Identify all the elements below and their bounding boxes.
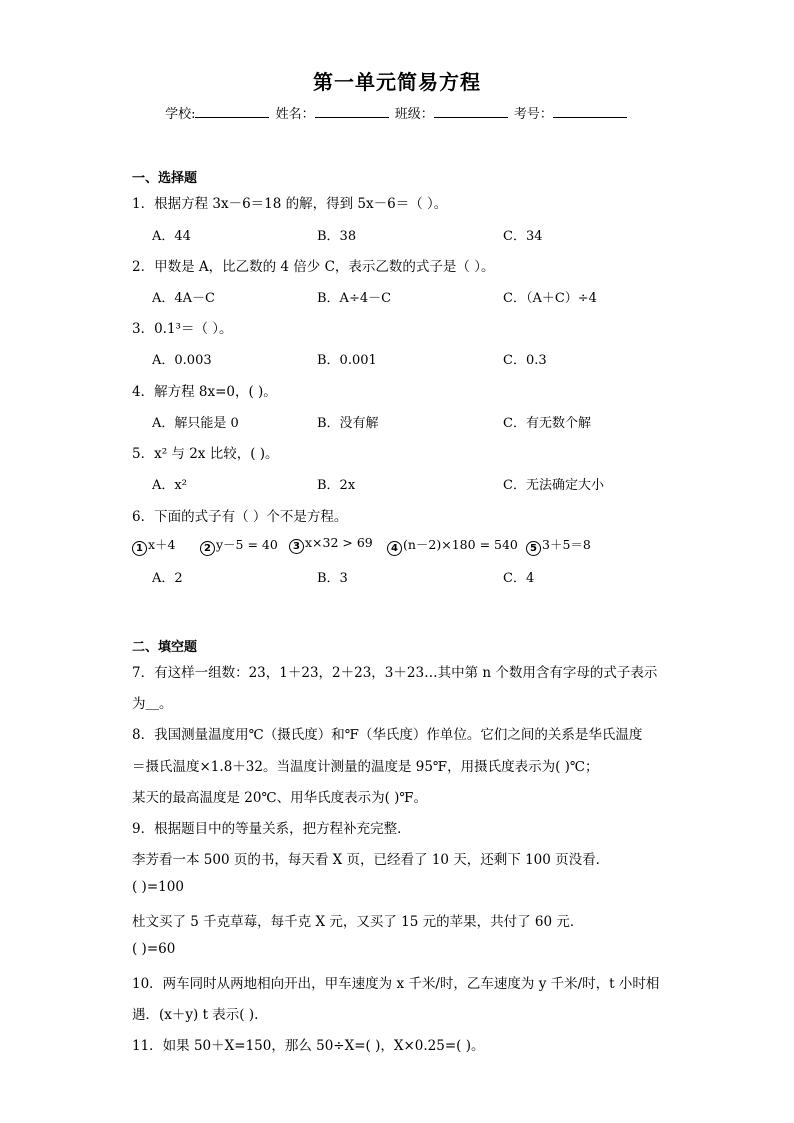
circled-number-4: 4 <box>387 541 402 556</box>
question-9-line-1: 9．根据题目中的等量关系，把方程补充完整． <box>132 821 411 837</box>
question-4-stem: 4．解方程 8x=0，( )。 <box>132 384 277 400</box>
school-label: 学校: <box>165 107 196 122</box>
question-9-equation-2: ( )=60 <box>132 941 176 957</box>
question-9-line-4: 杜文买了 5 千克草莓，每千克 X 元，又买了 15 元的苹果，共付了 60 元． <box>132 914 584 930</box>
circled-number-1: 1 <box>132 541 147 556</box>
question-5-option-c[interactable]: C．无法确定大小 <box>503 478 604 493</box>
class-label: 班级： <box>394 107 434 122</box>
question-6-option-c[interactable]: C．4 <box>503 571 535 586</box>
expression-4-text: (n－2)×180 = 540 <box>403 537 518 552</box>
question-1-option-a[interactable]: A．44 <box>152 229 191 244</box>
expression-5 <box>526 535 591 556</box>
expression-3 <box>289 535 373 554</box>
question-10-line-2: 遇．(x＋y) t 表示( ). <box>132 1007 259 1023</box>
expression-4 <box>387 535 518 556</box>
question-1-stem: 1．根据方程 3x－6＝18 的解，得到 5x－6＝（ ）。 <box>132 196 448 212</box>
expression-1-text: x＋4 <box>148 537 176 552</box>
question-4-option-c[interactable]: C．有无数个解 <box>503 416 591 431</box>
question-5-stem: 5．x² 与 2x 比较，( )。 <box>132 446 279 462</box>
section-heading-fill-blank: 二、填空题 <box>132 640 198 655</box>
page-title: 第一单元简易方程 <box>313 70 481 94</box>
question-2-option-c[interactable]: C．（A＋C）÷4 <box>503 291 597 306</box>
question-2-stem: 2．甲数是 A，比乙数的 4 倍少 C，表示乙数的式子是（ ）。 <box>132 259 495 275</box>
question-8-line-1: 8．我国测量温度用℃（摄氏度）和℉（华氏度）作单位。它们之间的关系是华氏温度 <box>132 727 643 743</box>
expression-2-text: y－5 = 40 <box>216 537 278 552</box>
expression-1 <box>132 535 176 556</box>
question-7-line-2: 为＿。 <box>132 696 173 712</box>
question-4-option-b[interactable]: B．没有解 <box>317 416 379 431</box>
question-10-line-1: 10．两车同时从两地相向开出，甲车速度为 x 千米/时，乙车速度为 y 千米/时，t 小时相 <box>132 976 660 992</box>
question-5-option-a[interactable]: A．x² <box>152 478 187 493</box>
name-blank[interactable] <box>315 105 389 118</box>
student-info-row <box>0 103 794 122</box>
expression-5-text: 3＋5＝8 <box>542 537 591 552</box>
expression-3-text: x×32 > 69 <box>305 535 373 550</box>
question-9-line-2: 李芳看一本 500 页的书，每天看 X 页，已经看了 10 天，还剩下 100 页没看． <box>132 852 610 868</box>
circled-number-3: 3 <box>289 539 304 554</box>
question-11: 11．如果 50＋X=150，那么 50÷X=( )，X×0.25=( )。 <box>132 1038 485 1054</box>
question-8-line-2: ＝摄氏温度×1.8＋32。当温度计测量的温度是 95℉，用摄氏度表示为( )℃； <box>132 759 599 775</box>
school-blank[interactable] <box>195 105 269 118</box>
expression-2 <box>200 535 278 556</box>
question-2-option-a[interactable]: A．4A－C <box>152 291 215 306</box>
question-2-option-b[interactable]: B．A÷4－C <box>317 291 392 306</box>
question-9-equation-1: ( )=100 <box>132 879 184 895</box>
question-1-option-b[interactable]: B．38 <box>317 229 357 244</box>
question-7-line-1: 7．有这样一组数：23，1＋23，2＋23，3＋23…其中第 n 个数用含有字母的式子表示 <box>132 665 658 681</box>
circled-number-5: 5 <box>526 541 541 556</box>
question-6-option-a[interactable]: A．2 <box>152 571 183 586</box>
question-1-option-c[interactable]: C．34 <box>503 229 543 244</box>
question-3-option-c[interactable]: C．0.3 <box>503 353 547 368</box>
question-6-option-b[interactable]: B．3 <box>317 571 348 586</box>
class-blank[interactable] <box>434 105 508 118</box>
question-5-option-b[interactable]: B．2x <box>317 478 356 493</box>
name-label: 姓名： <box>275 107 315 122</box>
question-8-line-3: 某天的最高温度是 20℃、用华氏度表示为( )℉。 <box>132 790 428 806</box>
id-blank[interactable] <box>553 105 627 118</box>
section-heading-choice: 一、选择题 <box>132 171 198 186</box>
question-3-option-b[interactable]: B．0.001 <box>317 353 377 368</box>
question-3-stem: 3．0.1³＝（ ）。 <box>132 321 233 337</box>
circled-number-2: 2 <box>200 541 215 556</box>
question-3-option-a[interactable]: A．0.003 <box>152 353 212 368</box>
question-4-option-a[interactable]: A．解只能是 0 <box>152 416 239 431</box>
question-6-stem: 6．下面的式子有（ ）个不是方程。 <box>132 509 348 525</box>
id-label: 考号： <box>513 107 553 122</box>
